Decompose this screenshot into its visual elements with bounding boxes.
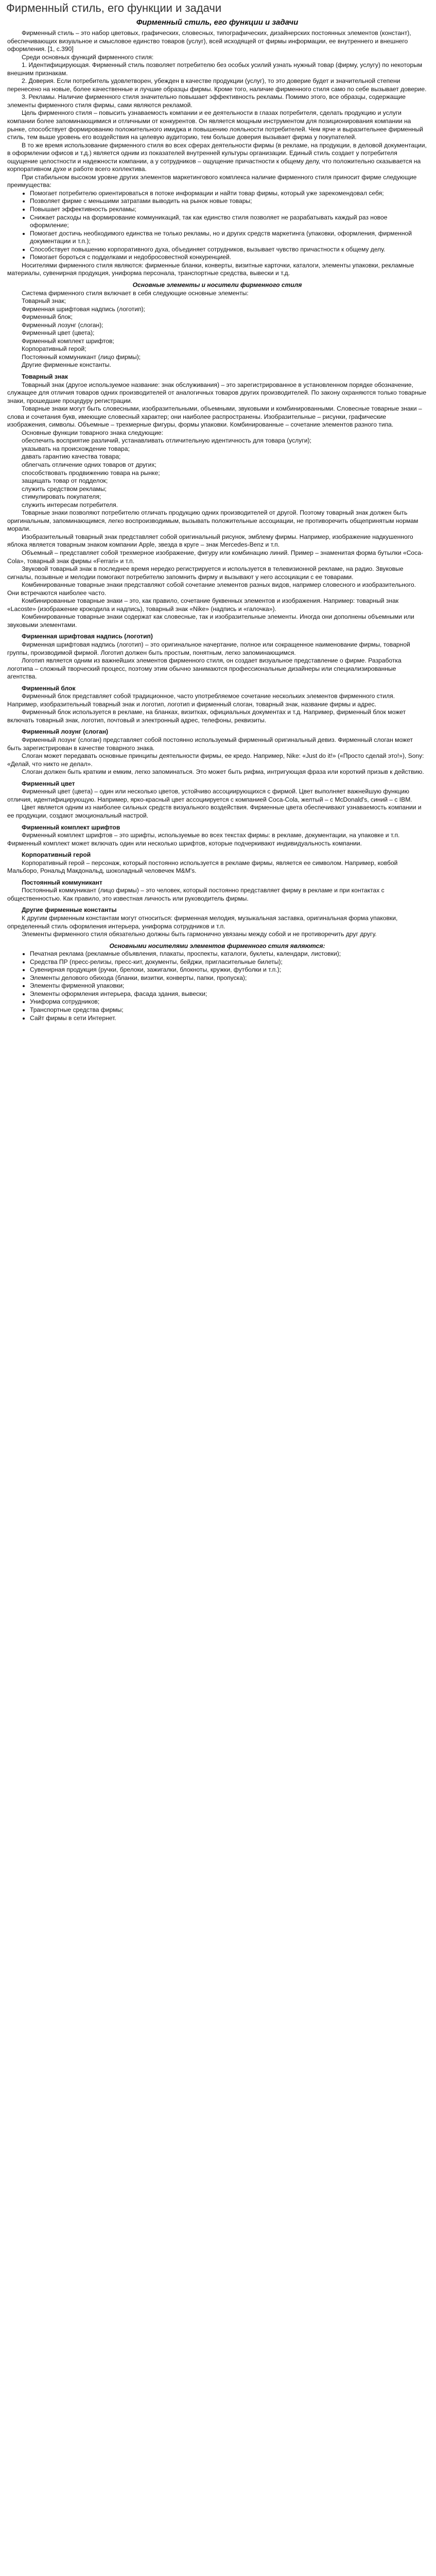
list-line: Товарный знак; [22,297,66,305]
document-body [7,18,427,1022]
list-line: Другие фирменные константы. [22,361,111,369]
paragraph: Цвет является одним из наиболее сильных средств визуального воздействия. Фирменные цвета обеспечивают узнаваемость компании и ее продукции, создают эмоциональный настрой. [7,804,422,819]
list-item: • Помогает достичь необходимого единства не только рекламы, но и других средств маркетинга (упаковки, оформления, фирменной документации и т.п.); [30,230,427,246]
paragraph: Фирменный блок представляет собой традиционное, часто употребляемое сочетание нескольких элементов фирменного стиля. Например, изобразительный товарный знак и логотип, логотип и фирменный слоган, товарный знак, название фирмы и адрес. [7,692,395,708]
paragraph: Товарные знаки могут быть словесными, изобразительными, объемными, звуковыми и комбинированными. Словесные товарные знаки – слова и сочетания букв, имеющие словесный характер; они наиболее распространены. Изобразительные – рисунки, графические изображения, символы. Объемные – трехмерные фигуры, формы упаковки. Комбинированные – сочетание элементов разного типа. [7,405,422,429]
paragraph: В то же время использование фирменного стиля во всех сферах деятельности фирмы (в рекламе, на продукции, в деловой документации, в оформлении офисов и т.д.) является одним из показателей внутренней культуры организации. Единый стиль создает у потребителя ощущение целостности и надежности компании, а у сотрудников – ощущение причастности к общему делу, что положительно сказывается на корпоративном духе и работе всего коллектива. [7,141,427,173]
paragraph: Фирменный лозунг (слоган) представляет собой постоянно используемый фирменный оригинальный девиз. Фирменный слоган может быть зарегистрирован в качестве товарного знака. [7,736,413,752]
paragraph: Объемный – представляет собой трехмерное изображение, фигуру или комбинацию линий. Пример – знаменитая форма бутылки «Coca-Cola», товарный знак фирмы «Ferrari» и т.п. [7,549,423,565]
paragraph: Товарный знак (другое используемое название: знак обслуживания) – это зарегистрированное в установленном порядке обозначение, служащее для отличия товаров одних производителей от аналогичных товаров других производителей. По закону охраняются только товарные знаки, прошедшие процедуру регистрации. [7,381,427,404]
paragraph: Фирменный комплект шрифтов – это шрифты, используемые во всех текстах фирмы: в рекламе, документации, на упаковке и т.п. Фирменный комплект может включать один или несколько шрифтов, которые подчеркивают индивидуальность компании. [7,832,400,847]
list-item: • Способствует повышению корпоративного духа, объединяет сотрудников, вызывает чувство причастности к общему делу. [30,246,427,254]
list-item: • Сувенирная продукция (ручки, брелоки, зажигалки, блокноты, кружки, футболки и т.п.); [30,966,427,974]
subheading: Фирменный блок [22,684,76,692]
list-item: • Сайт фирмы в сети Интернет. [30,1014,427,1023]
paragraph: Логотип является одним из важнейших элементов фирменного стиля, он создает визуальное представление о фирме. Разработка логотипа – сложный творческий процесс, поэтому этим обычно занимаются профессиональные дизайнеры или специализированные агентства. [7,657,402,681]
paragraph: К другим фирменным константам могут относиться: фирменная мелодия, музыкальная заставка, оригинальная форма упаковки, определенный стиль оформления интерьера, униформа сотрудников и т.п. [7,914,398,930]
list-item: • Средства ПР (пресс-релизы, пресс-кит, документы, бейджи, пригласительные билеты); [30,958,427,967]
section-heading: Основными носителями элементов фирменного стиля являются: [109,942,325,950]
subheading: Товарный знак [22,372,68,380]
main-heading: Фирменный стиль, его функции и задачи [136,18,299,27]
subheading: Фирменный лозунг (слоган) [22,728,109,736]
paragraph: Комбинированные товарные знаки – это, как правило, сочетание буквенных элементов и изображения. Например: товарный знак «Lacoste» (изображение крокодила и надпись), товарный знак «Nike» (надпись и «галочка»). [7,597,399,613]
paragraph: Фирменный блок используется в рекламе, на бланках, визитках, официальных документах и т.д. Например, фирменный блок может включать товарный знак, логотип, почтовый и электронный адрес, телефоны, реквизиты. [7,708,406,724]
list-line: стимулировать покупателя; [22,493,101,501]
paragraph: Комбинированные товарные знаки представляют собой сочетание элементов разных видов, например словесного и изобразительного. Они встречаются наиболее часто. [7,581,416,597]
subheading: Другие фирменные константы [22,906,117,914]
paragraph: Слоган должен быть кратким и емким, легко запоминаться. Это может быть рифма, интригующая фраза или короткий призыв к действию. [22,768,424,776]
paragraph: Система фирменного стиля включает в себя следующие основные элементы: [22,289,249,297]
carriers-list [7,950,427,1022]
paragraph: Фирменный цвет (цвета) – один или несколько цветов, устойчиво ассоциирующихся с фирмой. Цвет выполняет важнейшую функцию отличия, идентифицирующую. Например, ярко-красный цвет ассоциируется с компанией Coca-Cola, желтый – с McDonald's, синий – с IBM. [7,788,412,803]
paragraph: Цель фирменного стиля – повысить узнаваемость компании и ее деятельности в глазах потребителя, сделать продукцию и услуги компании более запоминающимися и отличными от конкурентов. Он является мощным инструментом для позиционирования компании на рынке, способствует формированию положительного имиджа и повышению лояльности потребителей. Чем ярче и выразительнее фирменный стиль, тем выше уровень его воздействия на целевую аудиторию, тем больше доверия вызывает фирма у покупателей. [7,109,423,141]
list-line: указывать на происхождение товара; [22,445,130,452]
paragraph: Звуковой товарный знак в последнее время нередко регистрируется и используется в телевизионной рекламе, на радио. Звуковые сигналы, позывные и мелодии помогают потребителю запомнить фирму и вызывают у него ассоциации с ее товарами. [7,565,404,581]
list-line: Фирменный блок; [22,313,73,321]
list-item: • Транспортные средства фирмы; [30,1006,427,1014]
list-item: • Элементы оформления интерьера, фасада здания, вывески; [30,990,427,998]
paragraph: При стабильном высоком уровне других элементов маркетингового комплекса наличие фирменного стиля приносит фирме следующие преимущества: [7,173,417,189]
paragraph: Постоянный коммуникант (лицо фирмы) – это человек, который постоянно представляет фирму в рекламе и при контактах с общественностью. Как правило, это известная личность или руководитель фирмы. [7,887,385,902]
paragraph: Носителями фирменного стиля являются: фирменные бланки, конверты, визитные карточки, каталоги, элементы упаковки, рекламные материалы, сувенирная продукция, униформа персонала, транспортные средства, вывески и т.д. [7,261,414,277]
list-item: • Элементы фирменной упаковки; [30,982,427,990]
list-item: • Позволяет фирме с меньшими затратами выводить на рынок новые товары; [30,197,427,206]
list-line: Фирменный лозунг (слоган); [22,321,103,329]
list-line: облегчать отличение одних товаров от других; [22,461,156,468]
subheading: Постоянный коммуникант [22,878,102,886]
paragraph: 1. Идентифицирующая. Фирменный стиль позволяет потребителю без особых усилий узнать нужный товар (фирму, услугу) по некоторым внешним признакам. [7,61,423,77]
list-line: защищать товар от подделок; [22,477,108,485]
section-heading: Основные элементы и носители фирменного стиля [132,281,302,289]
list-item: • Повышает эффективность рекламы; [30,206,427,214]
paragraph: Элементы фирменного стиля обязательно должны быть гармонично увязаны между собой и не противоречить друг другу. [22,930,377,938]
list-line: Фирменный цвет (цвета); [22,329,95,337]
list-item: • Помогает бороться с подделками и недобросовестной конкуренцией. [30,253,427,262]
paragraph: Товарные знаки позволяют потребителю отличать продукцию одних производителей от другой. Поэтому товарный знак должен быть оригинальным, запоминающимся, легко воспроизводимым, вызывать положительные ассоциации, не противоречить общепринятым нормам морали. [7,509,418,533]
list-line: Постоянный коммуникант (лицо фирмы); [22,353,141,361]
list-line: обеспечить восприятие различий, устанавливать отличительную идентичность для товара (услуги); [22,437,311,445]
list-item: • Печатная реклама (рекламные объявления, плакаты, проспекты, каталоги, буклеты, календари, листовки); [30,950,427,958]
paragraph: Изобразительный товарный знак представляет собой оригинальный рисунок, эмблему фирмы. Например, изображение надкушенного яблока является товарным знаком компании Apple, звезда в круге – знак Mercedes-Benz и т.п. [7,533,413,549]
paragraph: Слоган может передавать основные принципы деятельности фирмы, ее кредо. Например, Nike: «Just do it!» («Просто сделай это!»), Sony: «Делай, что никто не делал». [7,752,424,768]
list-item: • Помогает потребителю ориентироваться в потоке информации и найти товар фирмы, который уже зарекомендовал себя; [30,190,427,198]
advantages-list [7,190,427,262]
list-line: служить интересам потребителя. [22,501,118,509]
list-line: служить средством рекламы; [22,485,107,493]
paragraph: 3. Рекламы. Наличие фирменного стиля значительно повышает эффективность рекламы. Помимо этого, все образцы, содержащие элементы фирменного стиля фирмы, сами являются рекламой. [7,93,406,109]
list-line: способствовать продвижению товара на рынке; [22,469,160,477]
list-line: Фирменный комплект шрифтов; [22,337,114,345]
subheading: Фирменный цвет [22,779,75,787]
document-title: Фирменный стиль, его функции и задачи [6,2,222,14]
paragraph: Фирменный стиль – это набор цветовых, графических, словесных, типографических, дизайнерских постоянных элементов (констант), обеспечивающих визуальное и смысловое единство товаров (услуг), всей исходящей от фирмы информации, ее внутреннего и внешнего оформления. [1, с.390] [7,29,411,53]
list-line: Корпоративный герой; [22,345,86,353]
paragraph: 2. Доверия. Если потребитель удовлетворен, убежден в качестве продукции (услуг), то это доверие будет и значительной степени перенесено на новые, более качественные и лучшие образцы фирмы. Кроме того, наличие фирменного стиля само по себе вызывает доверие. [7,77,427,93]
list-item: • Элементы делового обихода (бланки, визитки, конверты, папки, пропуска); [30,974,427,982]
paragraph: Среди основных функций фирменного стиля: [22,53,154,61]
list-line: давать гарантию качества товара; [22,453,121,461]
list-item: • Униформа сотрудников; [30,998,427,1006]
paragraph: Корпоративный герой – персонаж, который постоянно используется в рекламе фирмы, является ее символом. Например, ковбой Мальборо, Рональд Макдональд, шоколадный человечек M&M's. [7,859,398,875]
paragraph: Основные функции товарного знака следующие: [22,429,163,436]
paragraph: Фирменная шрифтовая надпись (логотип) – это оригинальное начертание, полное или сокращенное наименование фирмы, товарной группы, производимой фирмой. Логотип должен быть простым, понятным, легко запоминающимся. [7,641,410,656]
list-line: Фирменная шрифтовая надпись (логотип); [22,305,145,313]
list-item: • Снижает расходы на формирование коммуникаций, так как единство стиля позволяет не разрабатывать каждый раз новое оформление; [30,214,427,230]
subheading: Корпоративный герой [22,851,91,859]
paragraph: Комбинированные товарные знаки содержат как словесные, так и изобразительные элементы. Иногда они дополнены объемными или звуковыми элементами. [7,613,414,629]
subheading: Фирменная шрифтовая надпись (логотип) [22,633,153,640]
subheading: Фирменный комплект шрифтов [22,823,120,831]
